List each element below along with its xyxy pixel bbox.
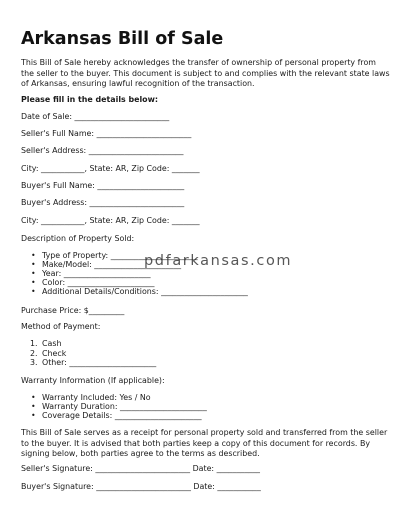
bullet-icon: • bbox=[31, 269, 36, 278]
list-number: 1. bbox=[30, 339, 38, 348]
property-item-year: Year: ______________________ bbox=[42, 269, 151, 278]
date-of-sale-field: Date of Sale: ________________________ bbox=[21, 112, 170, 121]
bullet-icon: • bbox=[31, 260, 36, 269]
payment-heading: Method of Payment: bbox=[21, 322, 101, 331]
list-number: 2. bbox=[30, 349, 38, 358]
warranty-duration: Warranty Duration: ______________________ bbox=[42, 402, 207, 411]
seller-address-field: Seller's Address: ________________________ bbox=[21, 146, 184, 155]
property-item-type: Type of Property: ______________________ bbox=[42, 251, 198, 260]
property-item-details: Additional Details/Conditions: ______________________ bbox=[42, 287, 248, 296]
closing-paragraph: This Bill of Sale serves as a receipt for personal property sold and transferred from the seller to the buyer. It is advised that both parties keep a copy of this document for records. By signing below, both parties agree to the terms as described. bbox=[21, 428, 388, 458]
warranty-heading: Warranty Information (If applicable): bbox=[21, 376, 165, 385]
bullet-icon: • bbox=[31, 411, 36, 420]
bullet-icon: • bbox=[31, 287, 36, 296]
payment-option-other: Other: ______________________ bbox=[42, 358, 157, 367]
list-number: 3. bbox=[30, 358, 38, 367]
seller-name-field: Seller's Full Name: ________________________ bbox=[21, 129, 192, 138]
document-title: Arkansas Bill of Sale bbox=[21, 29, 224, 49]
property-heading: Description of Property Sold: bbox=[21, 234, 135, 243]
bullet-icon: • bbox=[31, 402, 36, 411]
warranty-coverage: Coverage Details: ______________________ bbox=[42, 411, 202, 420]
buyer-name-field: Buyer's Full Name: ______________________ bbox=[21, 181, 185, 190]
watermark: pdfarkansas.com bbox=[144, 253, 293, 269]
payment-option-cash: Cash bbox=[42, 339, 62, 348]
bullet-icon: • bbox=[31, 393, 36, 402]
purchase-price-field: Purchase Price: $_________ bbox=[21, 306, 125, 315]
property-item-make-model: Make/Model: ______________________ bbox=[42, 260, 182, 269]
buyer-address-field: Buyer's Address: ________________________ bbox=[21, 198, 185, 207]
buyer-signature-line: Buyer's Signature: ________________________ Date: ___________ bbox=[21, 482, 261, 491]
property-item-color: Color: ______________________ bbox=[42, 278, 155, 287]
bullet-icon: • bbox=[31, 251, 36, 260]
seller-city-field: City: ___________, State: AR, Zip Code: _______ bbox=[21, 164, 200, 173]
intro-paragraph: This Bill of Sale hereby acknowledges the transfer of ownership of personal property from the seller to the buyer. This document is subject to and complies with the relevant state laws of Arkansas, ensuring lawful recognition of the transaction. bbox=[21, 58, 390, 88]
bullet-icon: • bbox=[31, 278, 36, 287]
warranty-included: Warranty Included: Yes / No bbox=[42, 393, 151, 402]
seller-signature-line: Seller's Signature: ________________________ Date: ___________ bbox=[21, 464, 260, 473]
buyer-city-field: City: ___________, State: AR, Zip Code: _______ bbox=[21, 216, 200, 225]
payment-option-check: Check bbox=[42, 349, 67, 358]
fill-prompt: Please fill in the details below: bbox=[21, 95, 159, 104]
